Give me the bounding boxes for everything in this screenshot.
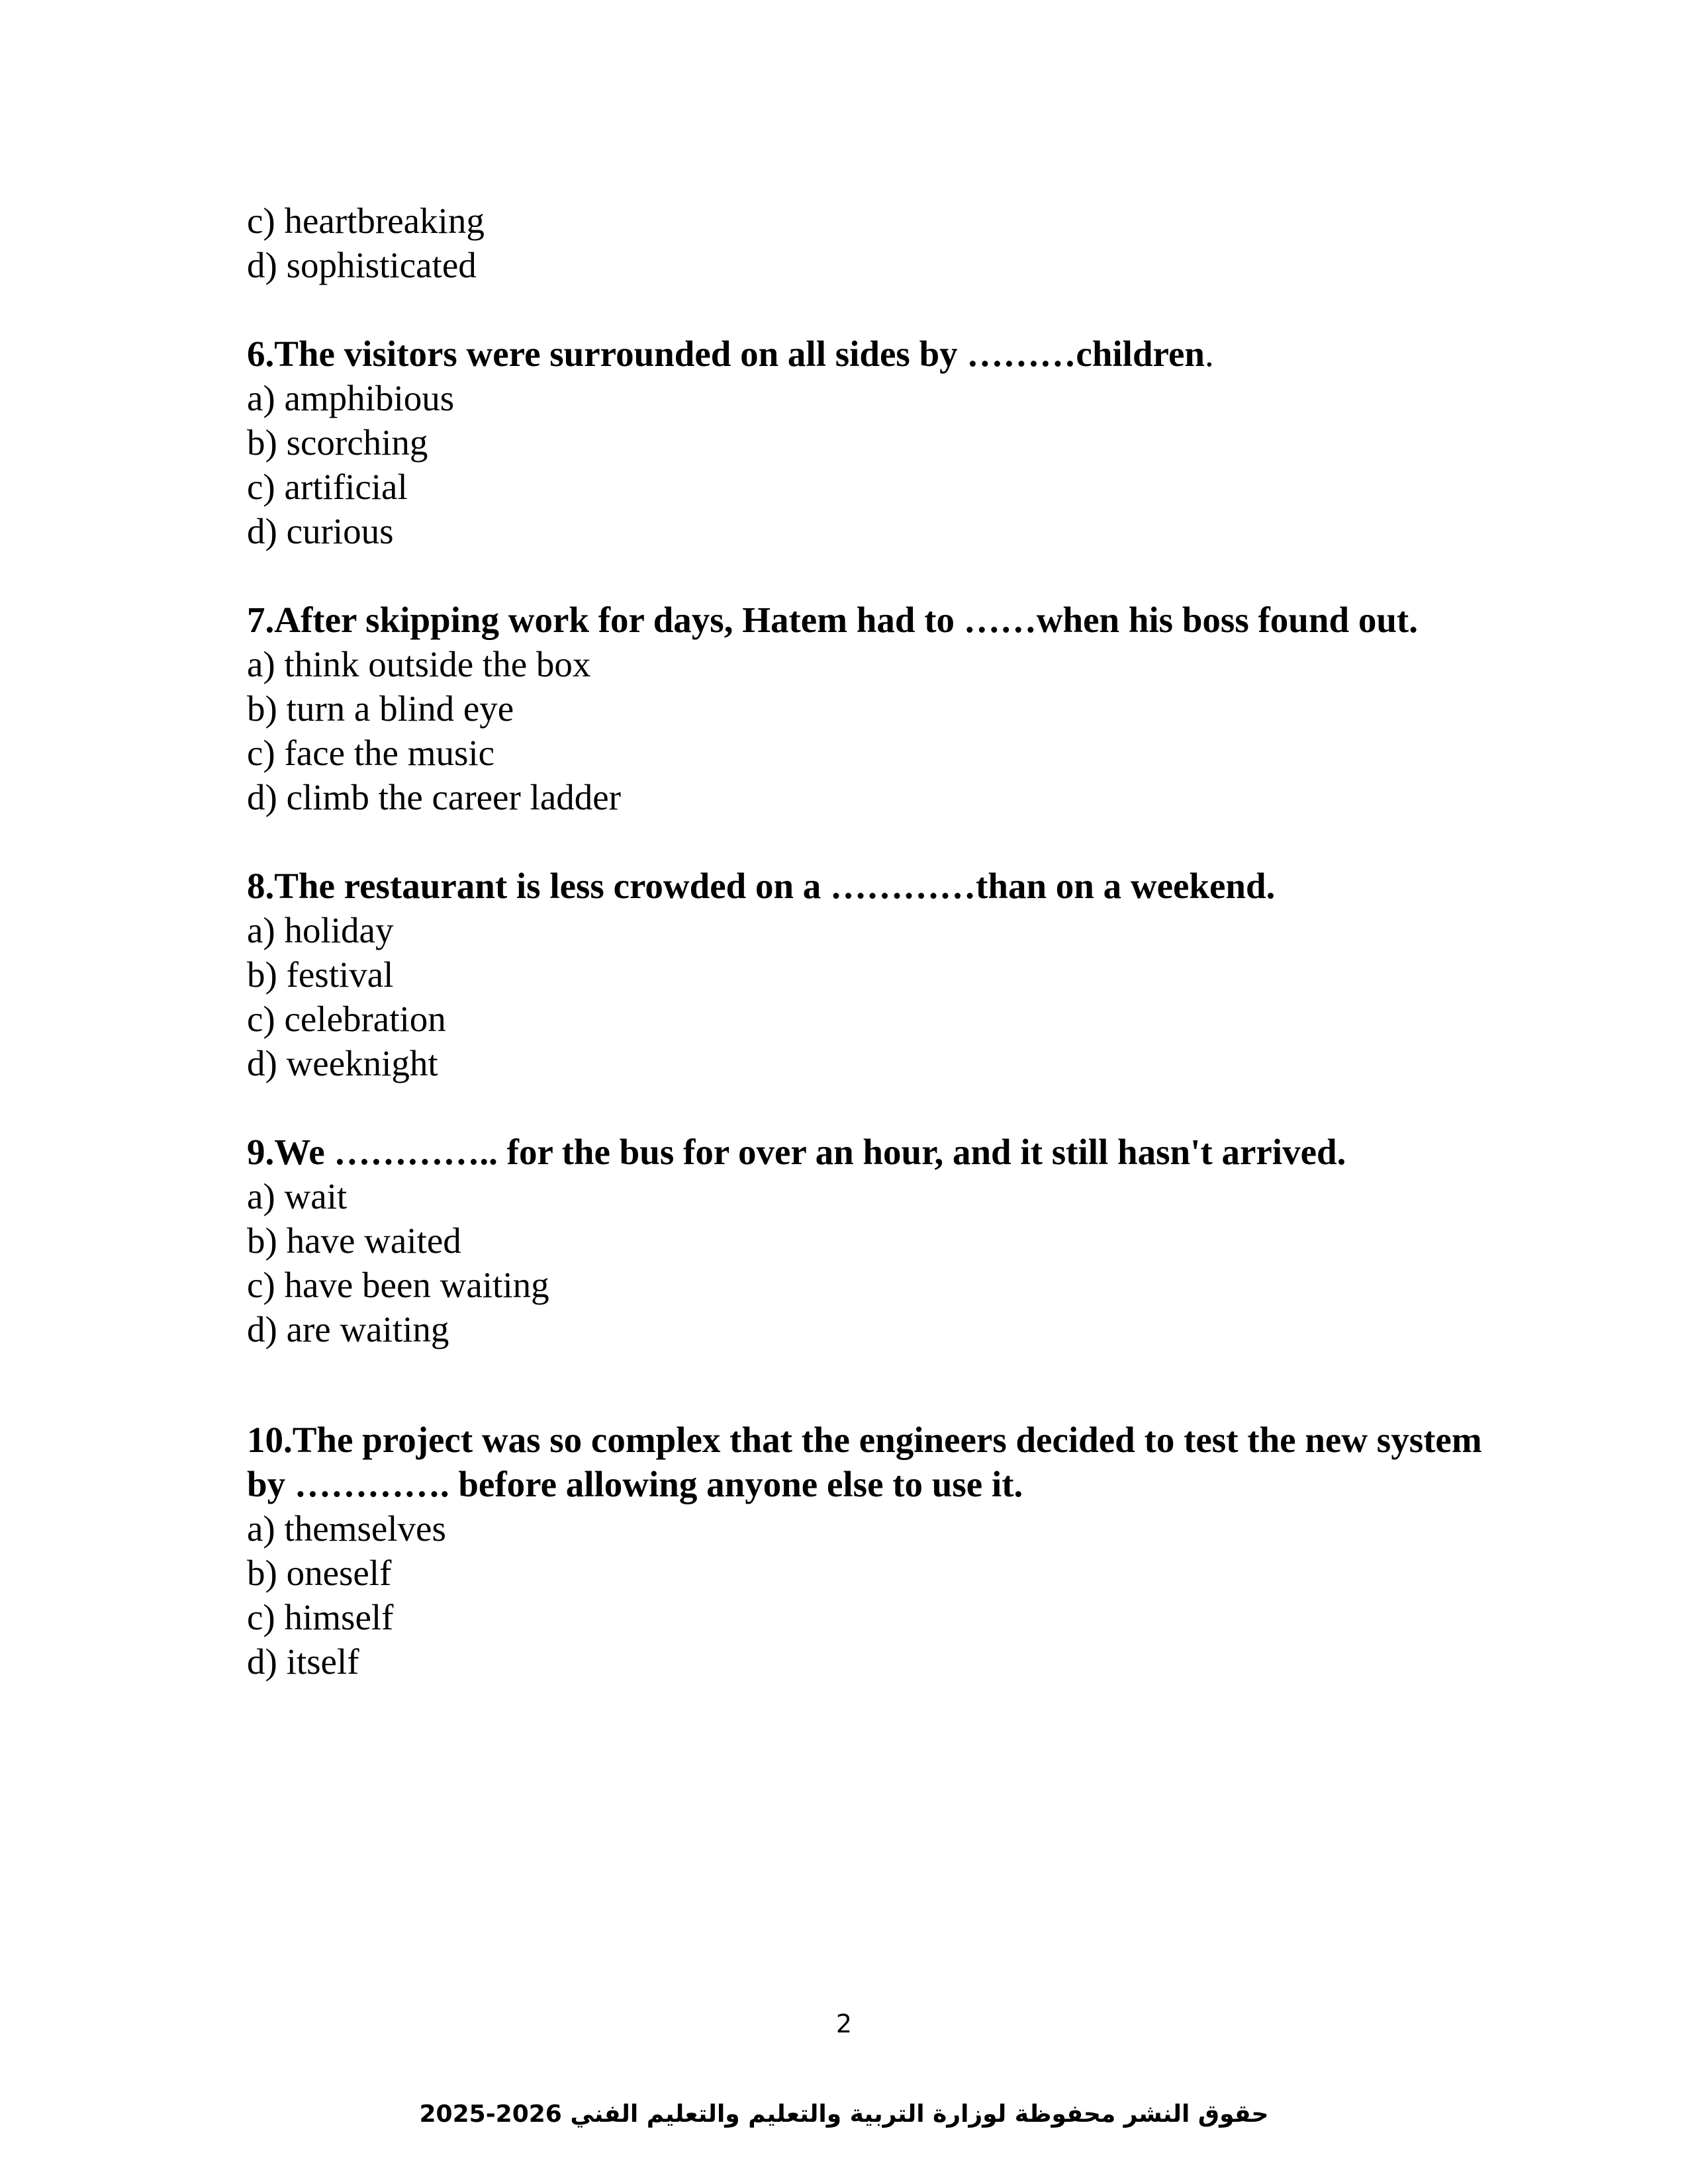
- option-a: a) themselves: [247, 1508, 446, 1549]
- option-c: c) heartbreaking: [247, 201, 485, 241]
- option-c: c) himself: [247, 1597, 394, 1637]
- option-a: a) amphibious: [247, 378, 455, 418]
- exam-page-content: [247, 199, 1491, 1684]
- question-10: [247, 1418, 1491, 1684]
- option-d: d) climb the career ladder: [247, 777, 621, 817]
- question-text: 7.After skipping work for days, Hatem had to ……when his boss found out.: [247, 600, 1418, 640]
- question-6: [247, 332, 1491, 553]
- option-b: b) festival: [247, 954, 394, 995]
- option-b: b) oneself: [247, 1553, 392, 1593]
- option-d: d) weeknight: [247, 1043, 438, 1083]
- question-text: 6.The visitors were surrounded on all sides by ………children.: [247, 334, 1214, 374]
- option-c: c) have been waiting: [247, 1265, 549, 1305]
- option-b: b) scorching: [247, 422, 428, 463]
- option-d: d) curious: [247, 511, 394, 551]
- question-text: 9.We ………….. for the bus for over an hour, and it still hasn't arrived.: [247, 1132, 1346, 1172]
- option-d: d) sophisticated: [247, 245, 477, 285]
- question-9: [247, 1130, 1491, 1351]
- option-c: c) celebration: [247, 999, 446, 1039]
- question-text: 10.The project was so complex that the engineers decided to test the new system by …………. before allowing anyone else to use it.: [247, 1420, 1482, 1504]
- option-d: d) itself: [247, 1641, 359, 1682]
- continued-options: [247, 199, 1491, 287]
- option-a: a) wait: [247, 1176, 348, 1216]
- option-b: b) have waited: [247, 1220, 461, 1261]
- question-7: [247, 598, 1491, 819]
- option-b: b) turn a blind eye: [247, 688, 514, 729]
- page-number: 2: [835, 2009, 853, 2038]
- option-d: d) are waiting: [247, 1309, 449, 1349]
- option-a: a) holiday: [247, 910, 394, 950]
- copyright-footer: حقوق النشر محفوظة لوزارة التربية والتعليم والتعليم الفني 2026-2025: [419, 2101, 1269, 2128]
- option-a: a) think outside the box: [247, 644, 591, 684]
- question-8: [247, 864, 1491, 1085]
- option-c: c) artificial: [247, 467, 408, 507]
- question-text: 8.The restaurant is less crowded on a …………than on a weekend.: [247, 866, 1276, 906]
- option-c: c) face the music: [247, 733, 495, 773]
